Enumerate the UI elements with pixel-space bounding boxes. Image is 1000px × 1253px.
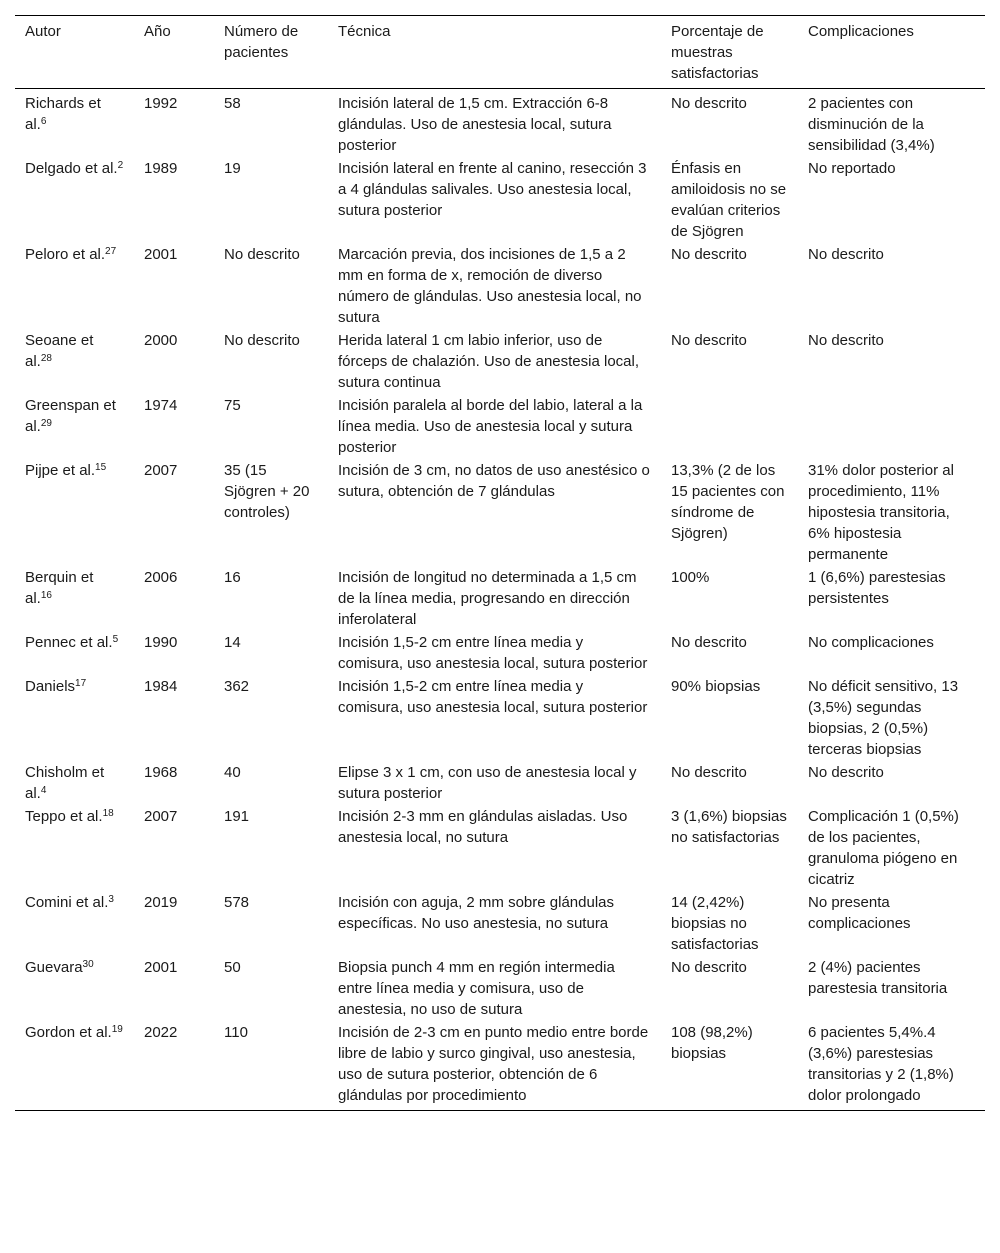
cell-technique: Biopsia punch 4 mm en región intermedia entre línea media y comisura, uso de anestesia, no uso de sutura (338, 959, 615, 1018)
table-row (15, 329, 985, 394)
table-row (15, 243, 985, 329)
cell-author (15, 675, 134, 761)
cell-patients: No descrito (224, 332, 300, 349)
reference-number: 4 (40, 785, 47, 796)
cell-complications: No presenta complicaciones (808, 894, 911, 932)
author-name: Comini et al. (25, 894, 109, 911)
header-technique: Técnica (338, 23, 391, 40)
reference-number: 5 (112, 634, 119, 645)
cell-technique: Incisión lateral en frente al canino, resección 3 a 4 glándulas salivales. Uso anestesia local, sutura posterior (338, 160, 647, 219)
cell-technique: Marcación previa, dos incisiones de 1,5 a 2 mm en forma de x, remoción de diverso número de glándulas. Uso anestesia local, no sutura (338, 246, 642, 326)
table-row (15, 891, 985, 956)
cell-technique: Elipse 3 x 1 cm, con uso de anestesia local y sutura posterior (338, 764, 637, 802)
cell-satisfactory: 13,3% (2 de los 15 pacientes con síndrome de Sjögren) (671, 462, 785, 542)
table-header (15, 16, 985, 89)
cell-technique: Incisión con aguja, 2 mm sobre glándulas específicas. No uso anestesia, no sutura (338, 894, 614, 932)
cell-satisfactory (661, 394, 798, 459)
cell-complications: 1 (6,6%) parestesias persistentes (808, 569, 946, 607)
author-name: Richards et al. (25, 95, 101, 133)
cell-author (15, 566, 134, 631)
cell-author (15, 394, 134, 459)
reference-number: 29 (40, 418, 52, 429)
author-name: Guevara (25, 959, 83, 976)
studies-table (15, 15, 985, 1111)
cell-satisfactory: 100% (671, 569, 710, 586)
cell-author (15, 329, 134, 394)
cell-technique: Incisión de longitud no determinada a 1,5 cm de la línea media, progresando en dirección inferolateral (338, 569, 637, 628)
cell-year: 2007 (144, 462, 178, 479)
cell-year: 1989 (144, 160, 178, 177)
cell-complications: 6 pacientes 5,4%.4 (3,6%) parestesias transitorias y 2 (1,8%) dolor prolongado (808, 1024, 954, 1104)
cell-complications: 31% dolor posterior al procedimiento, 11% hipostesia transitoria, 6% hipostesia permanente (808, 462, 954, 563)
cell-satisfactory: 90% biopsias (671, 678, 761, 695)
cell-complications: No complicaciones (808, 634, 934, 651)
reference-number: 16 (40, 590, 52, 601)
cell-year: 2001 (144, 246, 178, 263)
cell-technique: Incisión 2-3 mm en glándulas aisladas. Uso anestesia local, no sutura (338, 808, 628, 846)
cell-year: 2007 (144, 808, 178, 825)
cell-satisfactory: 3 (1,6%) biopsias no satisfactorias (671, 808, 787, 846)
cell-author (15, 157, 134, 243)
author-name: Berquin et al. (25, 569, 94, 607)
reference-number: 30 (82, 959, 94, 970)
cell-complications: No descrito (808, 764, 884, 781)
header-author: Autor (25, 23, 61, 40)
cell-complications: No descrito (808, 332, 884, 349)
cell-satisfactory: No descrito (671, 764, 747, 781)
table-row (15, 394, 985, 459)
cell-patients: 50 (224, 959, 241, 976)
table-row (15, 956, 985, 1021)
header-satisfactory: Porcentaje de muestras satisfactorias (671, 23, 764, 82)
cell-patients: 110 (224, 1024, 248, 1041)
cell-satisfactory: No descrito (671, 246, 747, 263)
cell-technique: Incisión 1,5-2 cm entre línea media y comisura, uso anestesia local, sutura posterior (338, 634, 648, 672)
cell-patients: 578 (224, 894, 250, 911)
cell-year: 2019 (144, 894, 178, 911)
cell-patients: 191 (224, 808, 250, 825)
cell-satisfactory: No descrito (671, 959, 747, 976)
author-name: Gordon et al. (25, 1024, 112, 1041)
author-name: Greenspan et al. (25, 397, 116, 435)
cell-year: 1990 (144, 634, 178, 651)
reference-number: 15 (95, 462, 107, 473)
author-name: Delgado et al. (25, 160, 118, 177)
author-name: Peloro et al. (25, 246, 106, 263)
cell-complications (798, 394, 985, 459)
cell-year: 1974 (144, 397, 178, 414)
cell-author (15, 805, 134, 891)
cell-year: 2000 (144, 332, 178, 349)
cell-year: 2001 (144, 959, 178, 976)
cell-complications: No reportado (808, 160, 896, 177)
cell-patients: 16 (224, 569, 241, 586)
table-row (15, 805, 985, 891)
cell-technique: Incisión lateral de 1,5 cm. Extracción 6-8 glándulas. Uso de anestesia local, sutura posterior (338, 95, 612, 154)
cell-author (15, 891, 134, 956)
author-name: Chisholm et al. (25, 764, 105, 802)
table-row (15, 157, 985, 243)
reference-number: 28 (40, 353, 52, 364)
cell-author (15, 1021, 134, 1111)
cell-technique: Incisión 1,5-2 cm entre línea media y comisura, uso anestesia local, sutura posterior (338, 678, 648, 716)
table-row (15, 566, 985, 631)
cell-author (15, 459, 134, 566)
cell-technique: Incisión de 3 cm, no datos de uso anestésico o sutura, obtención de 7 glándulas (338, 462, 650, 500)
cell-patients: 35 (15 Sjögren + 20 controles) (224, 462, 310, 521)
cell-author (15, 631, 134, 675)
cell-year: 1992 (144, 95, 178, 112)
reference-number: 6 (40, 116, 47, 127)
reference-number: 27 (105, 246, 117, 257)
cell-complications: No déficit sensitivo, 13 (3,5%) segundas biopsias, 2 (0,5%) terceras biopsias (808, 678, 959, 758)
cell-author (15, 761, 134, 805)
author-name: Daniels (25, 678, 76, 695)
reference-number: 3 (108, 894, 114, 905)
cell-year: 1968 (144, 764, 178, 781)
table-row (15, 631, 985, 675)
cell-author (15, 89, 134, 158)
cell-technique: Herida lateral 1 cm labio inferior, uso de fórceps de chalazión. Uso de anestesia local, sutura continua (338, 332, 640, 391)
cell-satisfactory: 14 (2,42%) biopsias no satisfactorias (671, 894, 759, 953)
table-row (15, 89, 985, 158)
cell-patients: 58 (224, 95, 241, 112)
cell-year: 1984 (144, 678, 178, 695)
cell-satisfactory: 108 (98,2%) biopsias (671, 1024, 753, 1062)
header-patients: Número de pacientes (224, 23, 299, 61)
cell-author (15, 956, 134, 1021)
cell-year: 2006 (144, 569, 178, 586)
table-body (15, 89, 985, 1111)
cell-author (15, 243, 134, 329)
table-row (15, 1021, 985, 1111)
cell-patients: 14 (224, 634, 241, 651)
cell-technique: Incisión de 2-3 cm en punto medio entre borde libre de labio y surco gingival, uso anestesia, uso de sutura posterior, obtención de 6 glándulas por procedimiento (338, 1024, 649, 1104)
table-row (15, 761, 985, 805)
cell-patients: 40 (224, 764, 241, 781)
cell-complications: No descrito (808, 246, 884, 263)
cell-patients: 19 (224, 160, 241, 177)
cell-year: 2022 (144, 1024, 178, 1041)
cell-patients: No descrito (224, 246, 300, 263)
cell-satisfactory: No descrito (671, 332, 747, 349)
header-row (15, 16, 985, 89)
author-name: Pijpe et al. (25, 462, 96, 479)
author-name: Seoane et al. (25, 332, 94, 370)
cell-satisfactory: No descrito (671, 634, 747, 651)
cell-complications: 2 pacientes con disminución de la sensibilidad (3,4%) (808, 95, 935, 154)
header-year: Año (144, 23, 171, 40)
reference-number: 18 (102, 808, 114, 819)
cell-patients: 362 (224, 678, 250, 695)
cell-satisfactory: Énfasis en amiloidosis no se evalúan criterios de Sjögren (671, 160, 787, 240)
author-name: Teppo et al. (25, 808, 103, 825)
header-complications: Complicaciones (808, 23, 914, 40)
reference-number: 19 (111, 1024, 123, 1035)
reference-number: 17 (75, 678, 87, 689)
cell-complications: 2 (4%) pacientes parestesia transitoria (808, 959, 948, 997)
table-row (15, 459, 985, 566)
table-row (15, 675, 985, 761)
reference-number: 2 (117, 160, 124, 171)
cell-technique: Incisión paralela al borde del labio, lateral a la línea media. Uso de anestesia local y sutura posterior (338, 397, 643, 456)
cell-patients: 75 (224, 397, 241, 414)
cell-complications: Complicación 1 (0,5%) de los pacientes, granuloma piógeno en cicatriz (808, 808, 959, 888)
cell-satisfactory: No descrito (671, 95, 747, 112)
author-name: Pennec et al. (25, 634, 113, 651)
